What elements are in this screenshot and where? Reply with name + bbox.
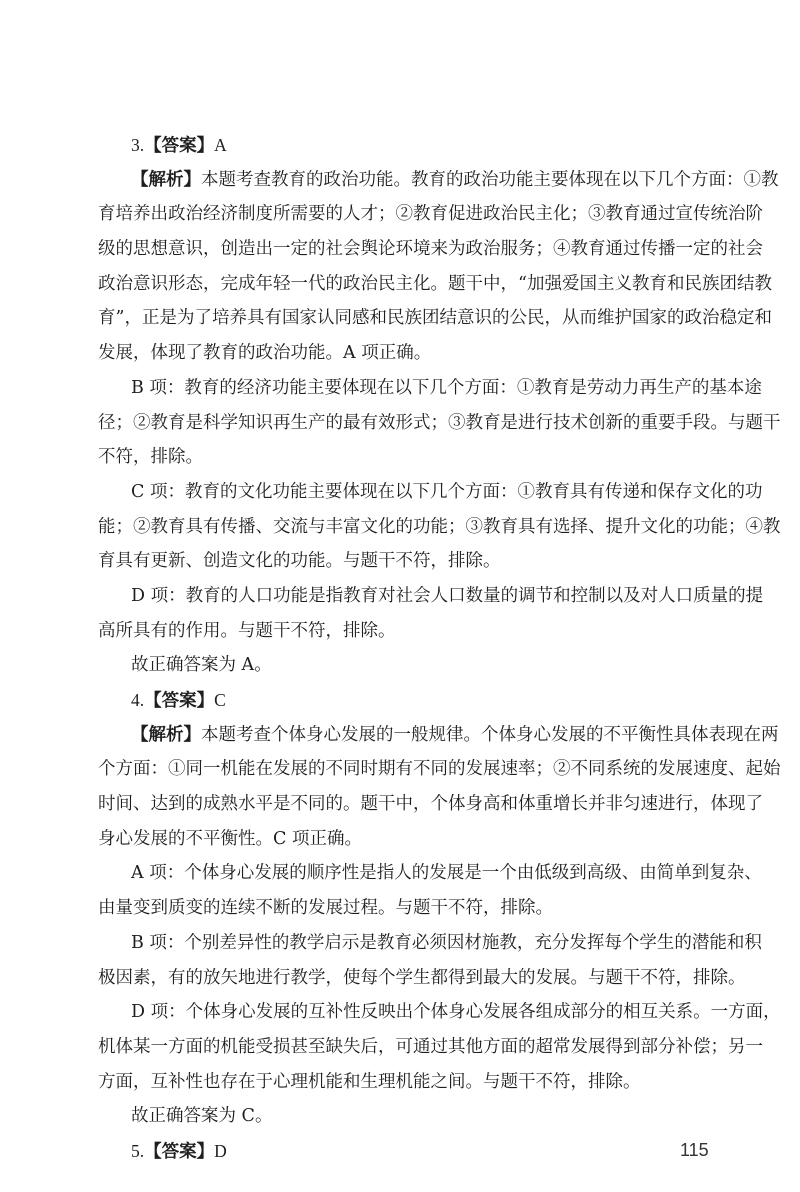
q3-analysis-text: 本题考查教育的政治功能。教育的政治功能主要体现在以下几个方面：①教: [201, 169, 779, 190]
q4-option-a-line: 由量变到质变的连续不断的发展过程。与题干不符，排除。: [98, 898, 553, 919]
q4-option-d-line: 方面，互补性也存在于心理机能和生理机能之间。与题干不符，排除。: [98, 1071, 641, 1092]
q3-option-c-line: C 项：教育的文化功能主要体现在以下几个方面：①教育具有传递和保存文化的功: [131, 481, 763, 502]
q4-analysis-line: 时间、达到的成熟水平是不同的。题干中，个体身高和体重增长并非匀速进行，体现了: [98, 794, 763, 815]
q5-answer-line: [98, 1134, 712, 1169]
q3-analysis-line: 育”，正是为了培养具有国家认同感和民族团结意识的公民，从而维护国家的政治稳定和: [98, 308, 772, 329]
answer-explanations: [98, 128, 781, 1169]
q3-analysis-line: [98, 163, 779, 198]
q4-answer: C: [214, 690, 226, 710]
q3-conclusion: 故正确答案为 A。: [131, 655, 272, 676]
q3-option-b-line: B 项：教育的经济功能主要体现在以下几个方面：①教育是劳动力再生产的基本途: [131, 377, 762, 398]
q3-option-c-line: 能；②教育具有传播、交流与丰富文化的功能；③教育具有选择、提升文化的功能；④教: [98, 516, 781, 537]
q3-option-b-line: 径；②教育是科学知识再生产的最有效形式；③教育是进行技术创新的重要手段。与题干: [98, 412, 781, 433]
page-number: 115: [680, 1140, 709, 1160]
q3-answer-tag: 【答案】: [144, 136, 215, 156]
q4-conclusion: 故正确答案为 C。: [131, 1106, 273, 1127]
q4-option-d-line: D 项：个体身心发展的互补性反映出个体身心发展各组成部分的相互关系。一方面，: [131, 1002, 781, 1023]
q3-number: 3.: [131, 135, 145, 155]
q4-analysis-tag: 【解析】: [131, 724, 201, 745]
q4-analysis-line: [98, 718, 779, 753]
q5-answer: D: [214, 1140, 227, 1161]
q4-analysis-line: 个方面：①同一机能在发展的不同时期有不同的发展速率；②不同系统的发展速度、起始: [98, 759, 781, 780]
q4-analysis-text: 本题考查个体身心发展的一般规律。个体身心发展的不平衡性具体表现在两: [201, 724, 779, 745]
q3-analysis-line: 级的思想意识，创造出一定的社会舆论环境来为政治服务；④教育通过传播一定的社会: [98, 239, 763, 260]
q3-option-d-line: D 项：教育的人口功能是指教育对社会人口数量的调节和控制以及对人口质量的提: [131, 585, 764, 606]
q3-answer-line: [98, 128, 712, 163]
q4-answer-tag: 【答案】: [144, 691, 215, 711]
q5-answer-tag: 【答案】: [144, 1141, 215, 1162]
q3-analysis-line: 育培养出政治经济制度所需要的人才；②教育促进政治民主化；③教育通过宣传统治阶: [98, 204, 763, 225]
q3-analysis-tag: 【解析】: [131, 169, 201, 190]
q4-answer-line: [98, 683, 712, 718]
q3-analysis-line: 政治意识形态，完成年轻一代的政治民主化。题干中，“加强爱国主义教育和民族团结教: [98, 273, 772, 294]
q4-number: 4.: [131, 690, 145, 710]
q3-option-b-line: 不符，排除。: [98, 447, 203, 468]
q5-number: 5.: [131, 1140, 145, 1161]
q4-analysis-line: 身心发展的不平衡性。C 项正确。: [98, 828, 362, 849]
q4-option-a-line: A 项：个体身心发展的顺序性是指人的发展是一个由低级到高级、由简单到复杂、: [131, 863, 762, 884]
q4-option-b-line: B 项：个别差异性的教学启示是教育必须因材施教，充分发挥每个学生的潜能和积: [131, 932, 762, 953]
q3-analysis-line: 发展，体现了教育的政治功能。A 项正确。: [98, 343, 432, 364]
q4-option-d-line: 机体某一方面的机能受损甚至缺失后，可通过其他方面的超常发展得到部分补偿；另一: [98, 1036, 763, 1057]
q4-option-b-line: 极因素，有的放矢地进行教学，使每个学生都得到最大的发展。与题干不符，排除。: [98, 967, 746, 988]
q3-option-c-line: 育具有更新、创造文化的功能。与题干不符，排除。: [98, 551, 501, 572]
q3-option-d-line: 高所具有的作用。与题干不符，排除。: [98, 620, 396, 641]
q3-answer: A: [214, 135, 227, 155]
